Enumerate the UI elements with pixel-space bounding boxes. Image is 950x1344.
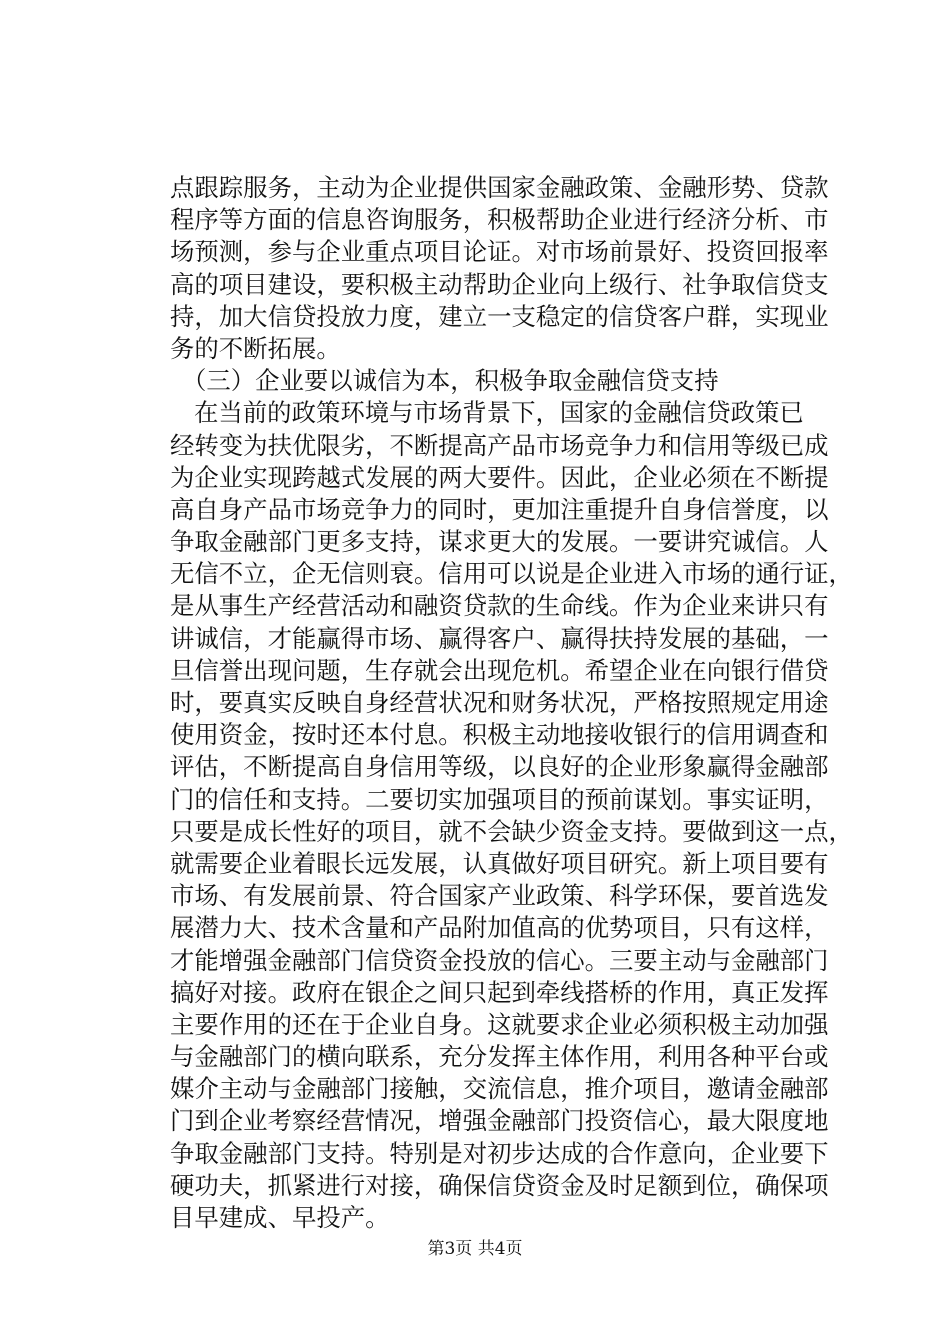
paragraph-line: 高的项目建设，要积极主动帮助企业向上级行、社争取信贷支 [170, 269, 829, 299]
paragraph-line: 与金融部门的横向联系，充分发挥主体作用，利用各种平台或 [170, 1042, 829, 1072]
paragraph-line: 持，加大信贷投放力度，建立一支稳定的信贷客户群，实现业 [170, 301, 829, 331]
paragraph-line: 争取金融部门更多支持，谋求更大的发展。一要讲究诚信。人 [170, 527, 829, 557]
paragraph-line: 就需要企业着眼长远发展，认真做好项目研究。新上项目要有 [170, 848, 829, 878]
paragraph-line: 搞好对接。政府在银企之间只起到牵线搭桥的作用，真正发挥 [170, 977, 829, 1007]
paragraph-first-line: 在当前的政策环境与市场背景下，国家的金融信贷政策已 [194, 398, 804, 428]
paragraph-line: 高自身产品市场竞争力的同时，更加注重提升自身信誉度，以 [170, 494, 829, 524]
paragraph-line: 使用资金，按时还本付息。积极主动地接收银行的信用调查和 [170, 720, 829, 750]
paragraph-line: 目早建成、早投产。 [170, 1203, 390, 1232]
paragraph-line: 主要作用的还在于企业自身。这就要求企业必须积极主动加强 [170, 1009, 829, 1039]
paragraph-line: 讲诚信，才能赢得市场、赢得客户、赢得扶持发展的基础，一 [170, 623, 829, 653]
paragraph-line: 程序等方面的信息咨询服务，积极帮助企业进行经济分析、市 [170, 205, 829, 235]
paragraph-line: 展潜力大、技术含量和产品附加值高的优势项目，只有这样， [170, 913, 829, 943]
page-number-footer: 第3页 共4页 [427, 1239, 523, 1259]
paragraph-line: 门到企业考察经营情况，增强金融部门投资信心，最大限度地 [170, 1106, 829, 1136]
paragraph-line: 媒介主动与金融部门接触，交流信息，推介项目，邀请金融部 [170, 1074, 829, 1104]
paragraph-line: 场预测，参与企业重点项目论证。对市场前景好、投资回报率 [170, 237, 829, 267]
paragraph-line: 旦信誉出现问题，生存就会出现危机。希望企业在向银行借贷 [170, 655, 829, 685]
section-heading: （三）企业要以诚信为本，积极争取金融信贷支持 [182, 366, 719, 396]
paragraph-line: 评估，不断提高自身信用等级，以良好的企业形象赢得金融部 [170, 752, 829, 782]
paragraph-line: 点跟踪服务，主动为企业提供国家金融政策、金融形势、贷款 [170, 173, 829, 202]
paragraph-line: 经转变为扶优限劣，不断提高产品市场竞争力和信用等级已成 [170, 430, 829, 460]
paragraph-line: 为企业实现跨越式发展的两大要件。因此，企业必须在不断提 [170, 462, 829, 492]
paragraph-line: 无信不立，企无信则衰。信用可以说是企业进入市场的通行证， [170, 559, 853, 589]
paragraph-line: 时，要真实反映自身经营状况和财务状况，严格按照规定用途 [170, 688, 829, 717]
paragraph-line: 门的信任和支持。二要切实加强项目的预前谋划。事实证明， [170, 784, 829, 814]
paragraph-line: 市场、有发展前景、符合国家产业政策、科学环保，要首选发 [170, 881, 829, 911]
paragraph-line: 务的不断拓展。 [170, 333, 341, 363]
paragraph-line: 才能增强金融部门信贷资金投放的信心。三要主动与金融部门 [170, 945, 829, 975]
paragraph-line: 硬功夫，抓紧进行对接，确保信贷资金及时足额到位，确保项 [170, 1170, 829, 1200]
paragraph-line: 是从事生产经营活动和融资贷款的生命线。作为企业来讲只有 [170, 591, 829, 621]
paragraph-line: 争取金融部门支持。特别是对初步达成的合作意向，企业要下 [170, 1138, 829, 1168]
document-body [170, 172, 853, 1234]
paragraph-line: 只要是成长性好的项目，就不会缺少资金支持。要做到这一点， [170, 816, 853, 846]
